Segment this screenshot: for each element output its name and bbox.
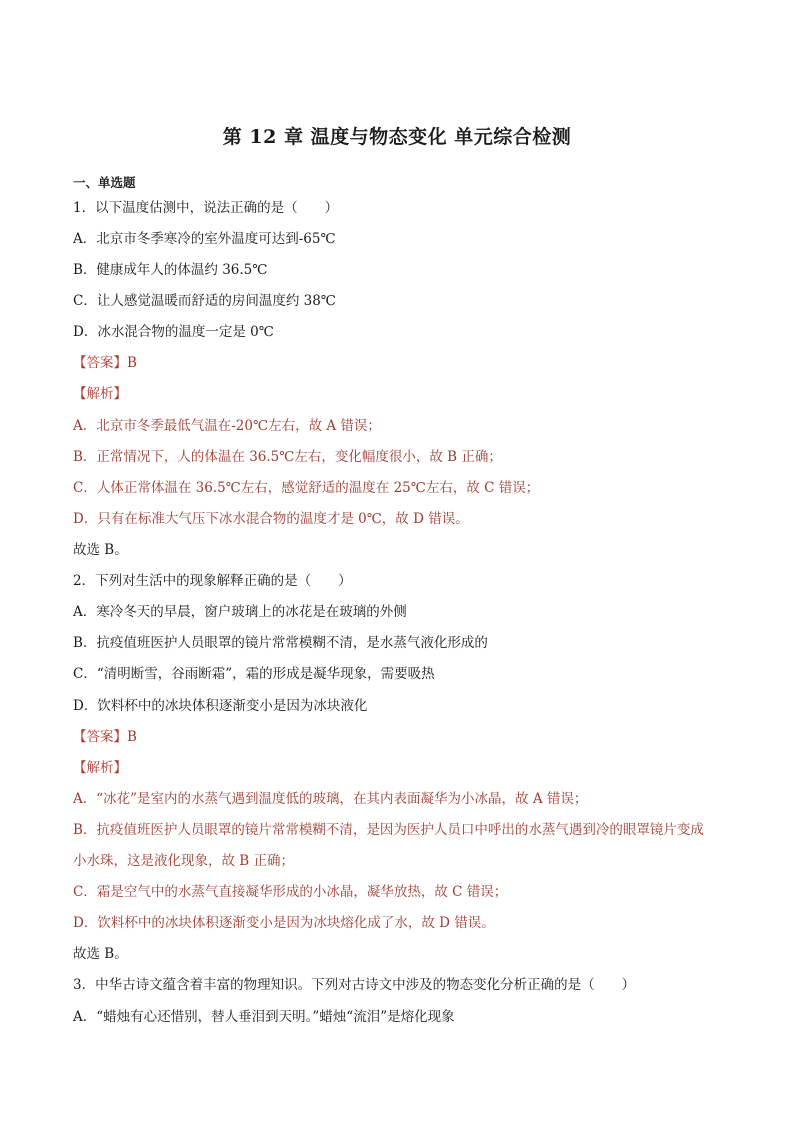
question-1-analysis-c: C．人体正常体温在 36.5℃左右，感觉舒适的温度在 25℃左右，故 C 错误； [73,480,540,496]
question-2-option-b: B．抗疫值班医护人员眼罩的镜片常常模糊不清，是水蒸气液化形成的 [73,635,488,651]
question-2-analysis-c: C．霜是空气中的水蒸气直接凝华形成的小冰晶，凝华放热，故 C 错误； [73,884,508,900]
question-1-analysis-a: A．北京市冬季最低气温在-20℃左右，故 A 错误； [73,418,381,434]
question-2-analysis-b: B．抗疫值班医护人员眼罩的镜片常常模糊不清，是因为医护人员口中呼出的水蒸气遇到冷的眼罩镜片变成 [73,822,704,838]
question-1-option-c: C．让人感觉温暖而舒适的房间温度约 38℃ [73,293,336,309]
question-1-analysis-d: D．只有在标准大气压下冰水混合物的温度才是 0℃，故 D 错误。 [73,511,469,527]
question-1-stem: 1．以下温度估测中，说法正确的是（ ） [73,200,339,216]
question-1-conclusion: 故选 B。 [73,542,128,558]
question-2-analysis-label: 【解析】 [73,760,127,776]
question-2-stem: 2．下列对生活中的现象解释正确的是（ ） [73,573,352,589]
question-1-answer: 【答案】B [73,355,137,371]
question-1-option-a: A．北京市冬季寒冷的室外温度可达到-65℃ [73,231,336,247]
page-title: 第 12 章 温度与物态变化 单元综合检测 [222,126,572,148]
question-2-analysis-a: A．“冰花”是室内的水蒸气遇到温度低的玻璃，在其内表面凝华为小冰晶，故 A 错误； [73,791,588,807]
section-heading: 一、单选题 [73,175,136,190]
question-1-analysis-b: B．正常情况下，人的体温在 36.5℃左右，变化幅度很小，故 B 正确； [73,449,502,465]
question-2-option-d: D．饮料杯中的冰块体积逐渐变小是因为冰块液化 [73,698,368,714]
question-1-analysis-label: 【解析】 [73,386,127,402]
question-2-option-a: A．寒冷冬天的早晨，窗户玻璃上的冰花是在玻璃的外侧 [73,604,407,620]
question-3-option-a: A．“蜡烛有心还惜别，替人垂泪到天明。”蜡烛“流泪”是熔化现象 [73,1009,455,1025]
question-3-stem: 3．中华古诗文蕴含着丰富的物理知识。下列对古诗文中涉及的物态变化分析正确的是（ ） [73,977,636,993]
question-2-conclusion: 故选 B。 [73,946,128,962]
question-2-option-c: C．“清明断雪，谷雨断霜”，霜的形成是凝华现象，需要吸热 [73,666,435,682]
question-2-analysis-b-cont: 小水珠，这是液化现象，故 B 正确； [73,853,295,869]
question-2-answer: 【答案】B [73,729,137,745]
question-1-option-d: D．冰水混合物的温度一定是 0℃ [73,324,274,340]
question-1-option-b: B．健康成年人的体温约 36.5℃ [73,262,268,278]
question-2-analysis-d: D．饮料杯中的冰块体积逐渐变小是因为冰块熔化成了水，故 D 错误。 [73,915,495,931]
